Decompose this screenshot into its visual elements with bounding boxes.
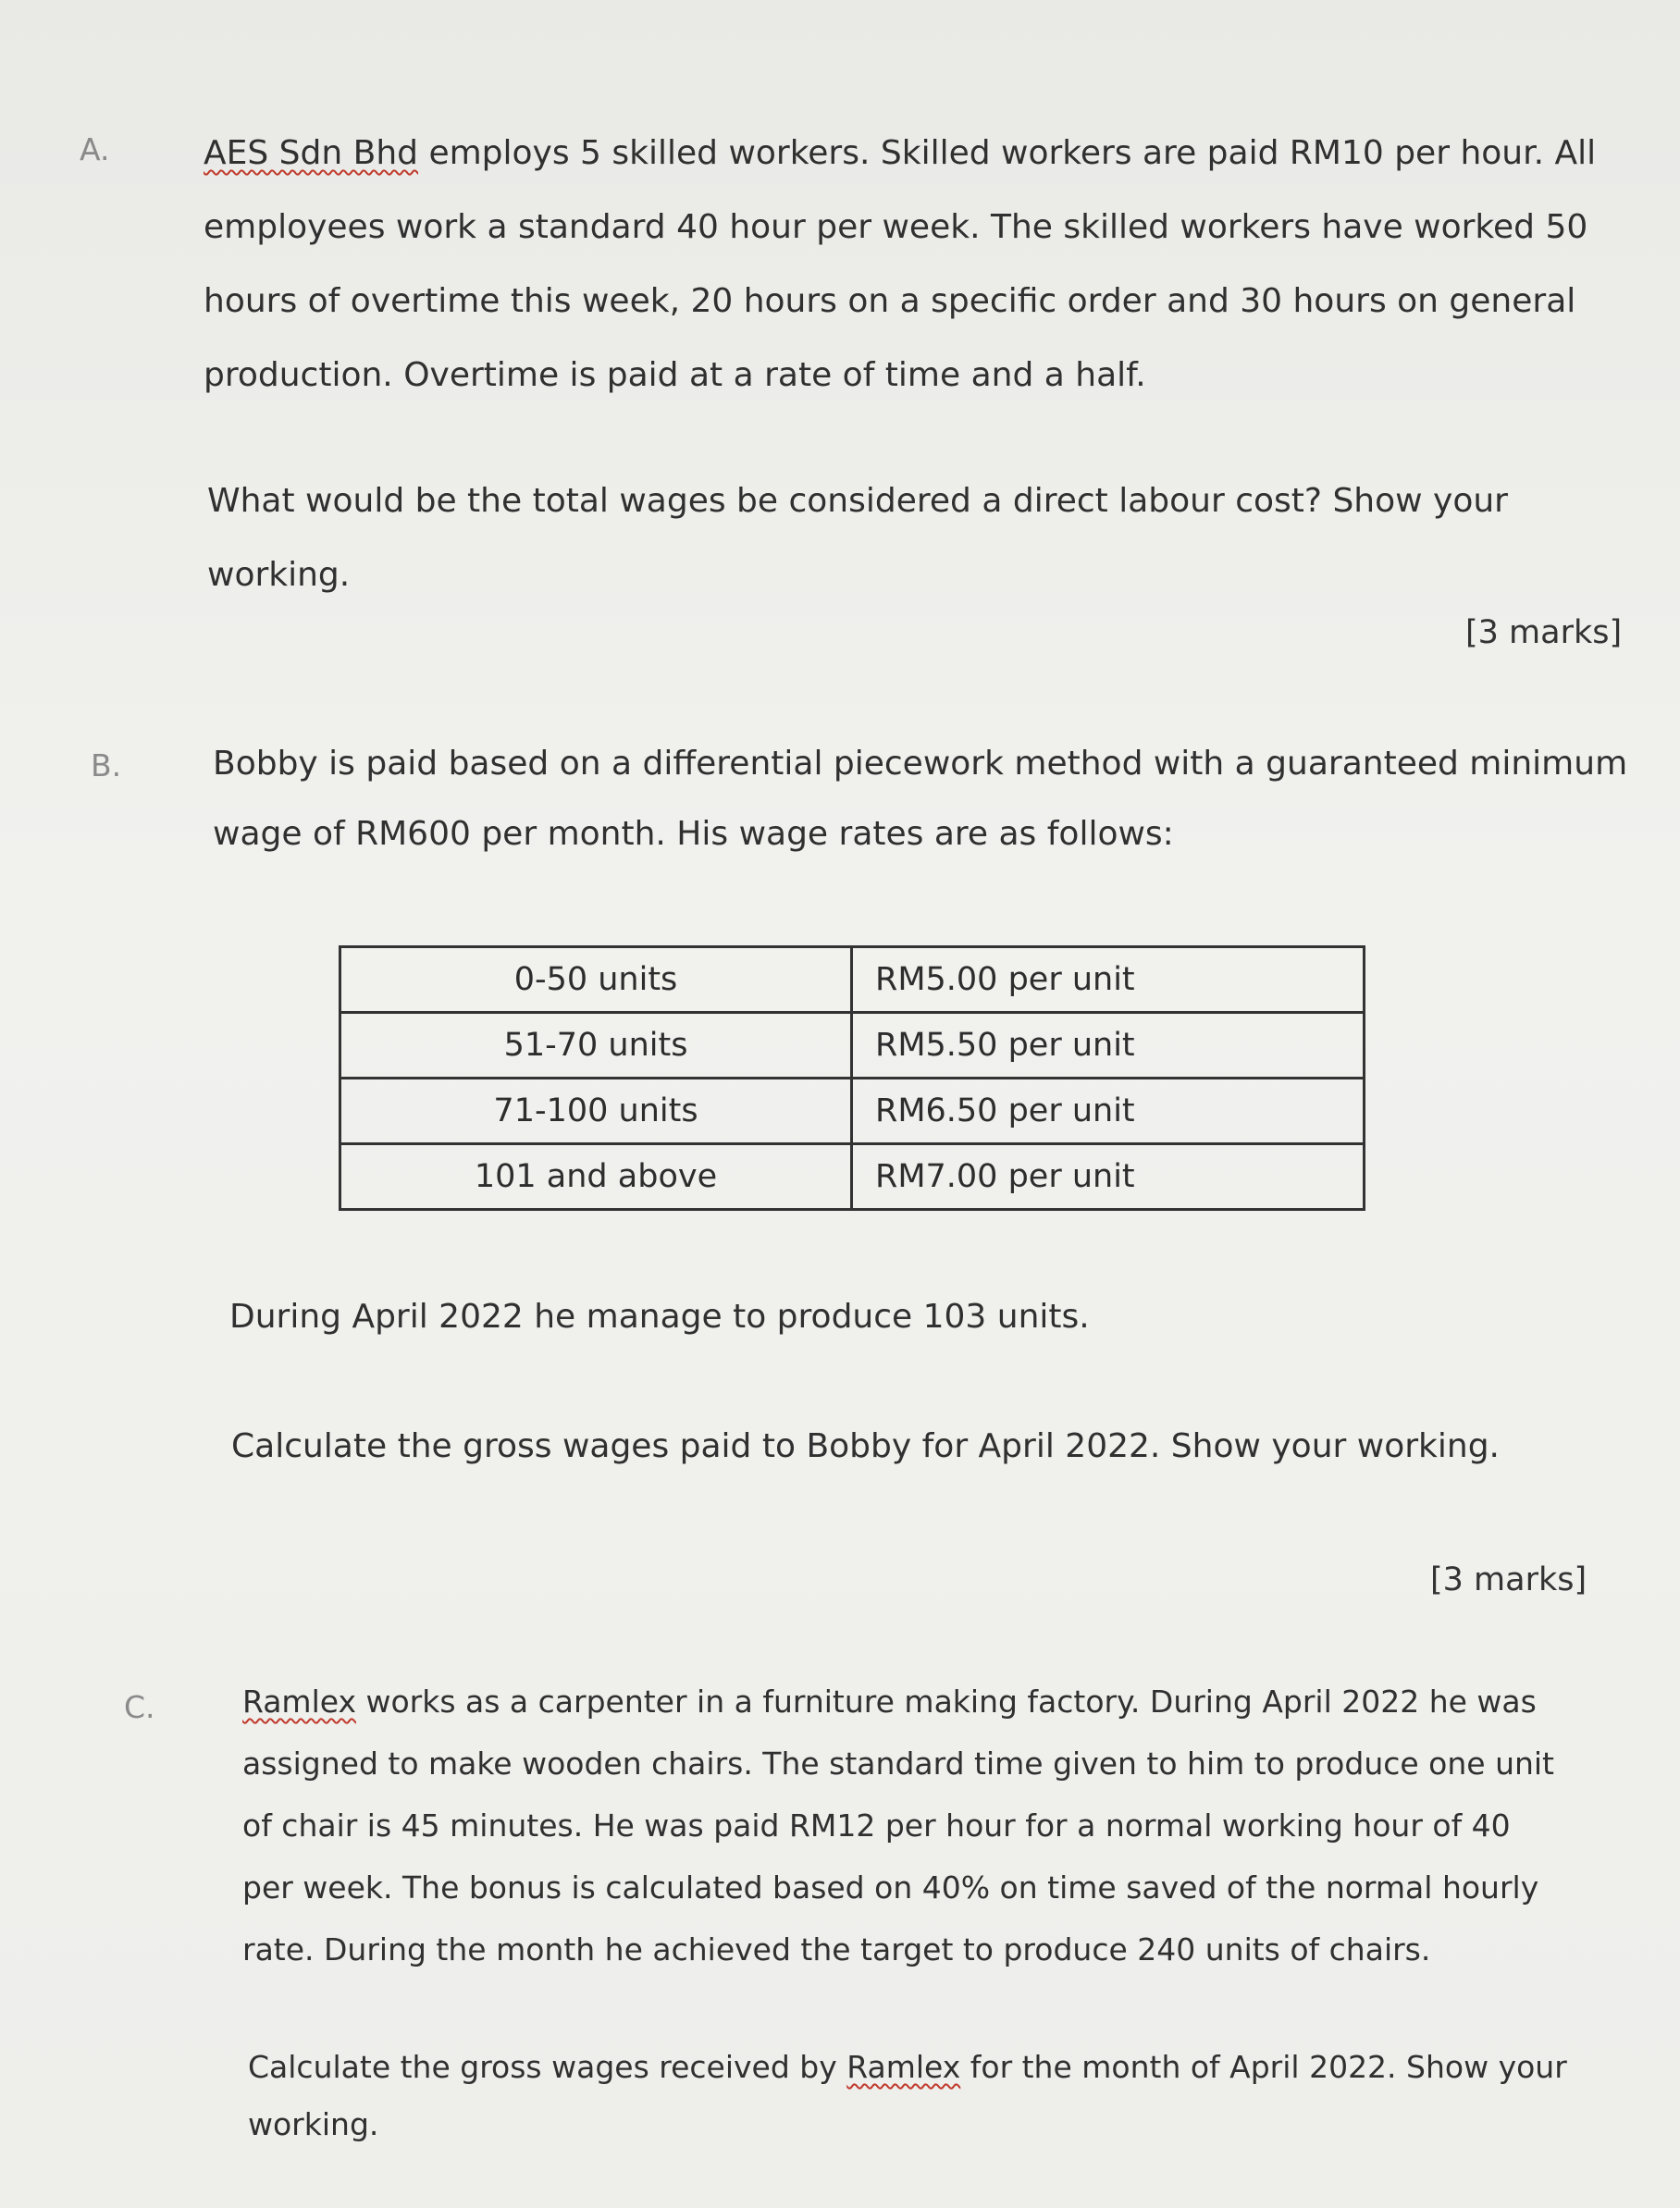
question-b-marks: [3 marks]	[1430, 1561, 1587, 1598]
units-cell: 51-70 units	[340, 1013, 852, 1079]
table-row	[340, 1079, 1365, 1144]
question-a-marks: [3 marks]	[1465, 614, 1623, 651]
question-c-line-4: per week. The bonus is calculated based on 40% on time saved of the normal hourly	[242, 1869, 1539, 1906]
table-row	[340, 1013, 1365, 1079]
question-a-prompt: What would be the total wages be considered a direct labour cost? Show your working.	[207, 482, 1508, 594]
rate-cell: RM6.50 per unit	[852, 1079, 1365, 1144]
worker-name: Ramlex	[242, 1684, 356, 1720]
units-cell: 101 and above	[340, 1144, 852, 1210]
question-a-letter: A.	[80, 131, 110, 167]
question-c-prompt-line-1: Calculate the gross wages received by Ramlex for the month of April 2022. Show your	[248, 2049, 1567, 2085]
rate-cell: RM5.50 per unit	[852, 1013, 1365, 1079]
question-b-line-2: wage of RM600 per month. His wage rates are as follows:	[213, 815, 1174, 853]
question-c-prompt-line-2: working.	[248, 2106, 379, 2142]
question-c-text	[242, 1671, 1649, 1980]
question-c-line-1: Ramlex works as a carpenter in a furniture making factory. During April 2022 he was	[242, 1684, 1537, 1720]
question-b-line-1: Bobby is paid based on a differential piecework method with a guaranteed minimum	[213, 745, 1628, 783]
question-b-production: During April 2022 he manage to produce 103 units.	[229, 1298, 1090, 1336]
company-name: AES Sdn Bhd	[204, 134, 418, 172]
wage-rates-table	[339, 945, 1365, 1211]
question-a-line-4: production. Overtime is paid at a rate of time and a half.	[204, 356, 1146, 394]
question-a-text	[204, 117, 1647, 413]
table-row	[340, 1144, 1365, 1210]
question-c-line-2: assigned to make wooden chairs. The standard time given to him to produce one unit	[242, 1745, 1555, 1782]
question-c-line-5: rate. During the month he achieved the target to produce 240 units of chairs.	[242, 1931, 1431, 1967]
units-cell: 0-50 units	[340, 947, 852, 1013]
units-cell: 71-100 units	[340, 1079, 852, 1144]
question-b-text	[213, 729, 1637, 870]
rate-cell: RM5.00 per unit	[852, 947, 1365, 1013]
question-c-line-3: of chair is 45 minutes. He was paid RM12 per hour for a normal working hour of 40	[242, 1807, 1511, 1844]
question-c-prompt	[248, 2039, 1654, 2153]
question-b-prompt: Calculate the gross wages paid to Bobby for April 2022. Show your working.	[231, 1427, 1500, 1465]
question-a-line-1: AES Sdn Bhd employs 5 skilled workers. Skilled workers are paid RM10 per hour. All	[204, 134, 1597, 172]
question-a-line-3: hours of overtime this week, 20 hours on a specific order and 30 hours on general	[204, 282, 1576, 320]
table-row	[340, 947, 1365, 1013]
rate-cell: RM7.00 per unit	[852, 1144, 1365, 1210]
question-a-line-2: employees work a standard 40 hour per week. The skilled workers have worked 50	[204, 208, 1588, 246]
worker-name-ref: Ramlex	[846, 2049, 961, 2085]
question-b-letter: B.	[91, 747, 122, 783]
question-c-letter: C.	[124, 1689, 155, 1725]
